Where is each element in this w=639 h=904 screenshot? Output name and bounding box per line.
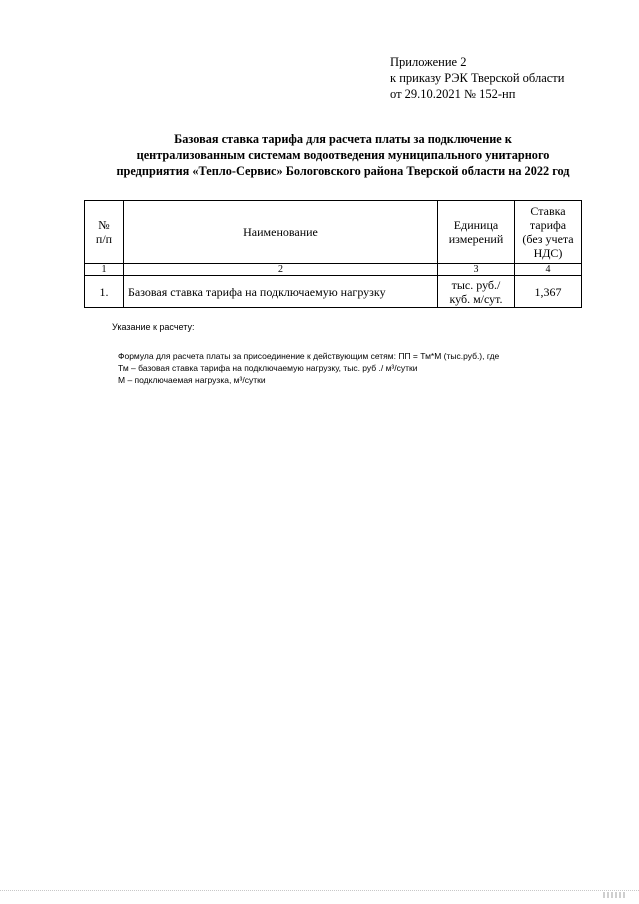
scan-footer-line xyxy=(0,890,639,891)
column-number: 1 xyxy=(85,264,124,276)
table-row xyxy=(85,276,582,308)
tariff-table xyxy=(84,200,582,308)
appendix-order-line: к приказу РЭК Тверской области xyxy=(390,71,565,85)
document-title xyxy=(95,131,591,179)
table-header-row xyxy=(85,201,582,264)
appendix-line: Приложение 2 xyxy=(390,55,467,69)
column-number: 2 xyxy=(124,264,438,276)
row-unit: тыс. руб./ куб. м/сут. xyxy=(438,276,515,308)
formula-m-definition: М – подключаемая нагрузка, м³/сутки xyxy=(118,375,266,385)
column-number: 4 xyxy=(515,264,582,276)
calculation-note-label: Указание к расчету: xyxy=(112,322,195,332)
title-line: предприятия «Тепло-Сервис» Бологовского района Тверской области на 2022 год xyxy=(116,164,570,178)
formula-block xyxy=(118,350,499,386)
header-name: Наименование xyxy=(124,201,438,264)
header-number: № п/п xyxy=(85,201,124,264)
scan-mark xyxy=(603,892,625,898)
column-number: 3 xyxy=(438,264,515,276)
appendix-reference xyxy=(390,54,564,102)
column-number-row xyxy=(85,264,582,276)
title-line: Базовая ставка тарифа для расчета платы за подключение к xyxy=(174,132,512,146)
header-unit: Единица измерений xyxy=(438,201,515,264)
header-rate: Ставка тарифа (без учета НДС) xyxy=(515,201,582,264)
formula-tm-definition: Тм – базовая ставка тарифа на подключаемую нагрузку, тыс. руб ./ м³/сутки xyxy=(118,363,418,373)
title-line: централизованным системам водоотведения муниципального унитарного xyxy=(136,148,550,162)
formula-line: Формула для расчета платы за присоединение к действующим сетям: ПП = Тм*М (тыс.руб.), где xyxy=(118,351,500,361)
appendix-date-line: от 29.10.2021 № 152-нп xyxy=(390,87,516,101)
row-number: 1. xyxy=(85,276,124,308)
row-rate: 1,367 xyxy=(515,276,582,308)
row-name: Базовая ставка тарифа на подключаемую нагрузку xyxy=(124,276,438,308)
